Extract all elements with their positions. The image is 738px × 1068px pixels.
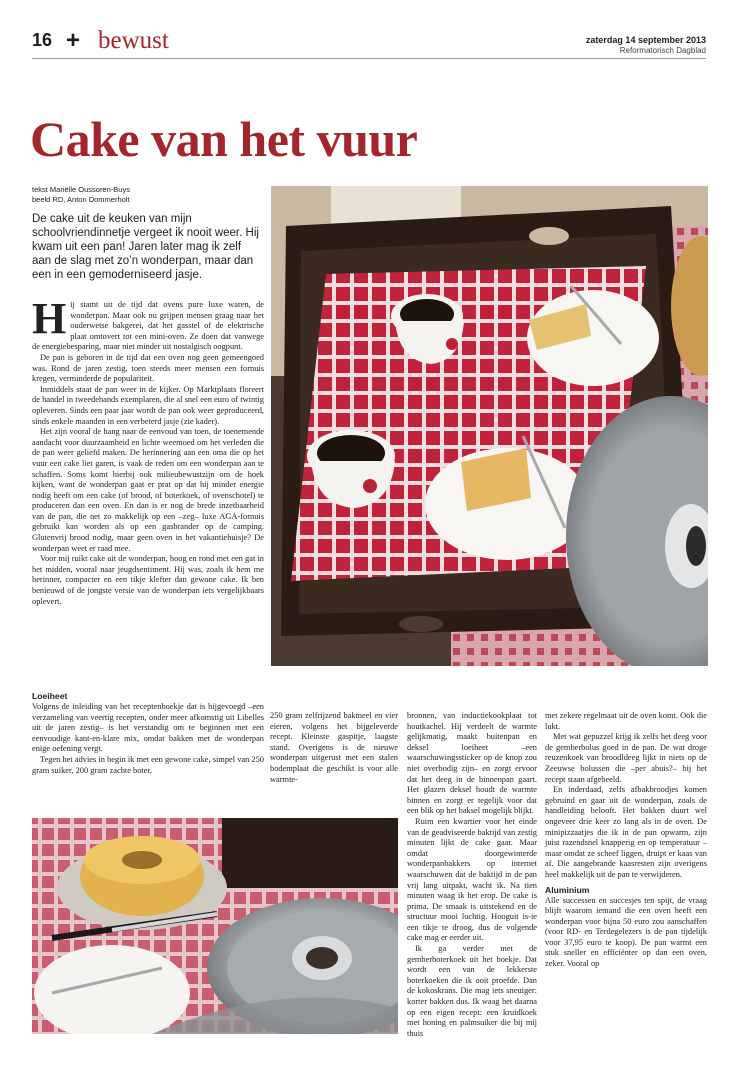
paragraph: Alle successen en succesjes ten spijt, de vraag blijft waarom iemand die een oven heeft een wonderpan voor bijna 50 euro zou aanschaffen (voor RD- en Terdegelezers is de pan tijdelijk voor 37,95 euro te koop). De pan warmt een stuk sneller en efficiënter op dan een oven, zeker. Vooral op	[545, 895, 707, 969]
article-intro: De cake uit de keuken van mijn schoolvriendinnetje vergeet ik nooit weer. Hij kwam uit een pan! Jaren later mag ik zelf aan de slag met zo’n wonderpan, maar dan een in een gemoderniseerd jasje.	[32, 213, 259, 281]
credit-text: tekst Mariëlle Oussoren-Buys	[32, 185, 130, 194]
paragraph: Met wat gepuzzel krijg ik zelfs het deeg voor de gemberbolus goed in de pan. De wat droge reuzenkoek van broodldeeg lijkt in niets op de Zeeuwse bolussen die –per abuis?– bij het recept staan afgebeeld.	[545, 732, 707, 784]
article-headline: Cake van het vuur	[30, 111, 418, 167]
dropcap: H	[32, 294, 67, 343]
paragraph: Volgens de inleiding van het receptenboekje dat is bijgevoegd –een verzameling van veertig recepten, onder meer afkomstig uit Libelles uit de jaren zestig– is het verstandig om te beginnen met een eenvoudige kant-en-klare mix, omdat bakken met de wonderpan enige oefening vergt.	[32, 702, 264, 754]
paragraph: De pan is geboren in de tijd dat een oven nog geen gemeengoed was. Rond de jaren zestig, toen steeds meer mensen een fornuis kregen, verminderde de populariteit.	[32, 352, 264, 384]
paragraph: Ik ga verder met de gemberboterkoek uit het boekje. Dat wordt een van de lekkerste boterkoeken die ik ooit proefde. Dan de kokoskrans. Die mag iets sneuiger: korter bakken dus. Ik waag het daarna op een eigen recept: een kruidkoek met honing en palmsuiker die bij mij thuis	[407, 944, 537, 1038]
paragraph: Ruim een kwartier voor het einde van de geadviseerde baktijd van zestig minuten lijkt de cake gaar. Maar omdat doorgewinterde wonderpanbakkers op internet waarschuwen dat de baktijd in de pan vrij lang uitpakt, wacht ik. Na tien minuten waag ik het erop. De cake is prima. De smaak is uitstekend en de structuur mooi luchtig. Hooguit is-ie een tikje te droog, dus de volgende cake mag er eerder uit.	[407, 816, 537, 943]
paragraph: 250 gram zelfrijzend bakmeel en vier eieren, volgens het bijgeleverde recept. Kleinste gaspitje, laagste stand. Overigens is de nieuwe wonderpan uitgerust met een stalen bodemplaat die geschikt is voor alle warmte-	[270, 711, 398, 784]
plus-icon: +	[66, 27, 81, 54]
paragraph: Tegen het advies in begin ik met een gewone cake, simpel van 250 gram suiker, 200 gram zachte boter,	[32, 754, 264, 775]
paragraph: Hij stamt uit de tijd dat ovens pure luxe waren, de wonderpan. Maar ook nu grijpen mensen graag naar het ouderwetse bakgerei, dat het gasstel of de elektrische plaat omtovert tot een mini-oven. Ze doen dat vanwege de energiebesparing, maar niet minder uit nostalgisch oogpunt.	[32, 294, 264, 352]
photo-tray-coffee-cake	[271, 186, 708, 666]
column-3	[407, 711, 537, 1039]
credit-photo: beeld RD, Anton Dommerholt	[32, 195, 130, 204]
page-number: 16	[32, 30, 53, 50]
newspaper-name: Reformatorisch Dagblad	[619, 46, 706, 55]
issue-date: zaterdag 14 september 2013	[585, 35, 706, 45]
paragraph: Het zijn vooral de hang naar de eenvoud van toen, de toenemende aandacht voor duurzaamheid en lichte weemoed om het verleden die de pan weer geliefd maken. De herinnering aan een oma die op het vuur een cake liet garen, is vaak de reden om een wonderpan aan te schaffen. Soms komt hierbij ook milieubewustzijn om de hoek kijken, want de wonderpan gaat er prat op dat hij minder energie nodig heeft om een cake (of brood, of boterkoek, of ovenschotel) te produceren dan een oven. En dan is er nog de brede inzetbaarheid van de pan, die net zo makkelijk op een –zeg– luxe AGA-fornuis gebruikt kan worden als op een gasbrander op de camping. Glutenvrij brood nodig, maar geen oven in het vakantiehuisje? De wonderpan weet er raad mee.	[32, 427, 264, 553]
column-1	[32, 294, 264, 607]
column-2	[270, 711, 398, 785]
column-1-lower	[32, 687, 264, 776]
header-rule	[32, 58, 706, 59]
paragraph: En inderdaad, zelfs afbakbroodjes komen gebruind en gaar uit de wonderpan, zoals de handleiding belooft. Het bakken duurt wel ongeveer drie keer zo lang als in de oven. De minipizzaatjes die ik in de pan opwarm, zijn juist razendsnel knapperig en op temperatuur – maar omdat ze scheef liggen, druipt er kaas van af. Die aangebrande kaasresten zijn overigens heel makkelijk uit de pan te verwijderen.	[545, 785, 707, 879]
paragraph: Inmiddels staat de pan weer in de kijker. Op Marktplaats floreert de handel in tweedehands exemplaren, die al snel een euro of twintig opleveren. Sinds een paar jaar wordt de pan ook weer geproduceerd, sinds enkele maanden in een verbeterd jasje (zie kader).	[32, 384, 264, 426]
section-title: bewust	[98, 27, 169, 54]
subheading-aluminium: Aluminium	[545, 884, 590, 895]
photo-cake-and-pan	[32, 818, 398, 1034]
paragraph: bronnen, van inductiekookplaat tot houtkachel. Hij verdeelt de warmte gelijkmatig, maakt buitenpan en deksel loeiheet –een waarschuwingssticker op de knop zou niet overbodig zijn– en zorgt ervoor dat het deeg in de binnenpan gaart. Het glazen deksel houdt de warmte binnen en zorgt er tegelijk voor dat een blik op het baksel mogelijk blijkt.	[407, 711, 537, 816]
paragraph: Voor mij ruikt cake uit de wonderpan, hoog en rond met een gat in het midden, vooral naar jeugdsentiment. Hij was, zoals ik hem me herinner, compacter en een tikje klefter dan gewone cake. Ik ben benieuwd of de jongste versie van de wonderpan iets vergelijkbaars oplevert.	[32, 554, 264, 606]
column-4	[545, 711, 707, 970]
subheading-loeiheet: Loeiheet	[32, 691, 68, 701]
paragraph: met zekere regelmaat uit de oven komt. Ook die lukt.	[545, 711, 707, 731]
article-credits	[32, 185, 130, 205]
